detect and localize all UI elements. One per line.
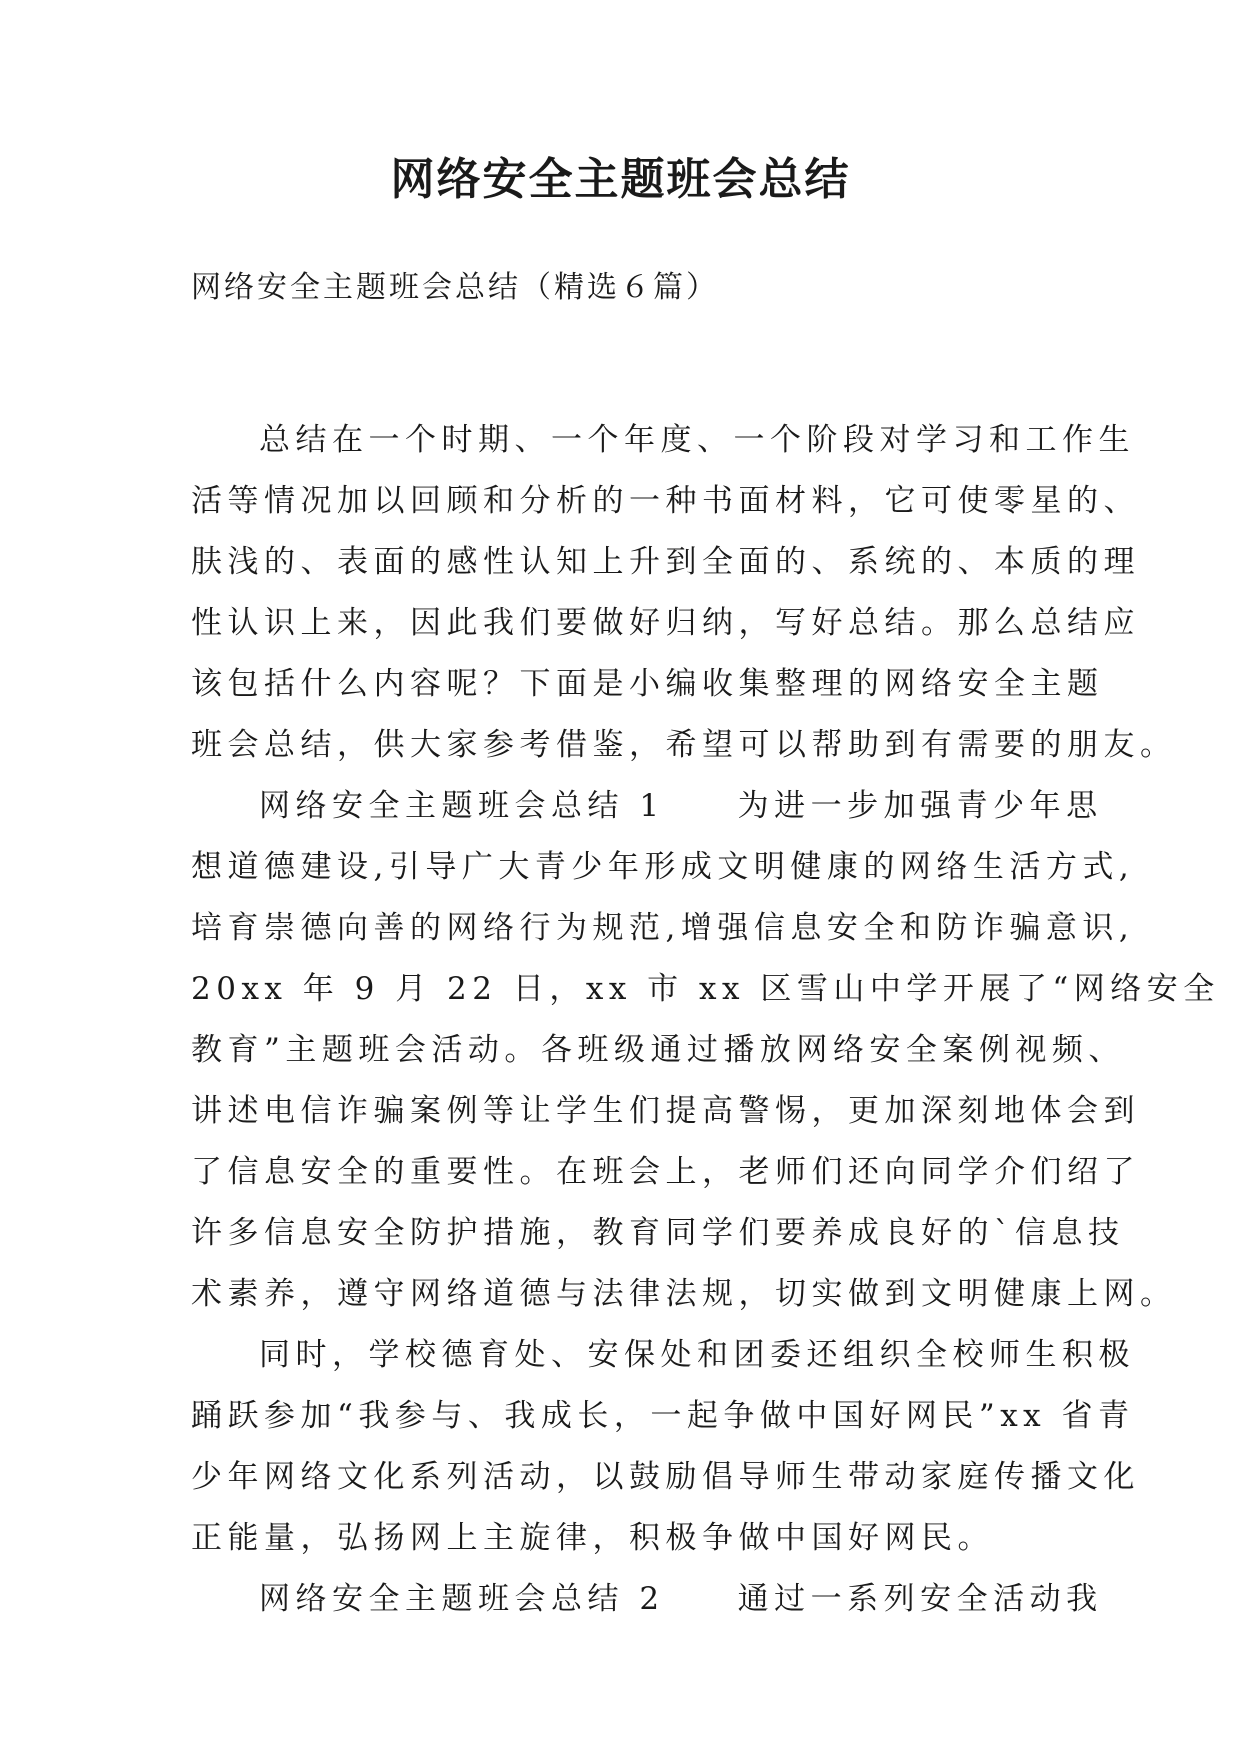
document-title: 网络安全主题班会总结	[390, 154, 851, 205]
document-subtitle: 网络安全主题班会总结（精选６篇）	[191, 270, 719, 305]
document-body	[191, 410, 1220, 1630]
paragraph-1-line-3: 肤浅的、表面的感性认知上升到全面的、系统的、本质的理	[191, 544, 1140, 580]
paragraph-1-line-1: 总结在一个时期、一个年度、一个阶段对学习和工作生	[259, 422, 1135, 458]
paragraph-1-line-4: 性认识上来，因此我们要做好归纳，写好总结。那么总结应	[191, 605, 1140, 641]
paragraph-2-line-6: 讲述电信诈骗案例等让学生们提高警惕，更加深刻地体会到	[191, 1093, 1140, 1129]
paragraph-2-line-5: 教育”主题班会活动。各班级通过播放网络安全案例视频、	[191, 1032, 1125, 1068]
paragraph-2-line-8: 许多信息安全防护措施，教育同学们要养成良好的`信息技	[191, 1215, 1125, 1251]
paragraph-1-line-6: 班会总结，供大家参考借鉴，希望可以帮助到有需要的朋友。	[191, 727, 1177, 763]
paragraph-2-line-3: 培育崇德向善的网络行为规范,增强信息安全和防诈骗意识,	[191, 910, 1135, 946]
paragraph-2-line-1: 网络安全主题班会总结 1 为进一步加强青少年思	[259, 788, 1103, 824]
paragraph-2-line-2: 想道德建设,引导广大青少年形成文明健康的网络生活方式,	[191, 849, 1135, 885]
paragraph-3-line-2: 踊跃参加“我参与、我成长，一起争做中国好网民”xx 省青	[191, 1398, 1135, 1434]
paragraph-2-line-9: 术素养，遵守网络道德与法律法规，切实做到文明健康上网。	[191, 1276, 1177, 1312]
paragraph-2-line-4: 20xx 年 9 月 22 日，xx 市 xx 区雪山中学开展了“网络安全	[191, 971, 1220, 1007]
paragraph-2-line-7: 了信息安全的重要性。在班会上，老师们还向同学介们绍了	[191, 1154, 1140, 1190]
paragraph-1-line-5: 该包括什么内容呢？下面是小编收集整理的网络安全主题	[191, 666, 1104, 702]
paragraph-1-line-2: 活等情况加以回顾和分析的一种书面材料，它可使零星的、	[191, 483, 1140, 519]
paragraph-3-line-3: 少年网络文化系列活动，以鼓励倡导师生带动家庭传播文化	[191, 1459, 1140, 1495]
paragraph-4-line-1: 网络安全主题班会总结 2 通过一系列安全活动我	[259, 1581, 1103, 1617]
paragraph-3-line-1: 同时，学校德育处、安保处和团委还组织全校师生积极	[259, 1337, 1135, 1373]
paragraph-3-line-4: 正能量，弘扬网上主旋律，积极争做中国好网民。	[191, 1520, 994, 1556]
